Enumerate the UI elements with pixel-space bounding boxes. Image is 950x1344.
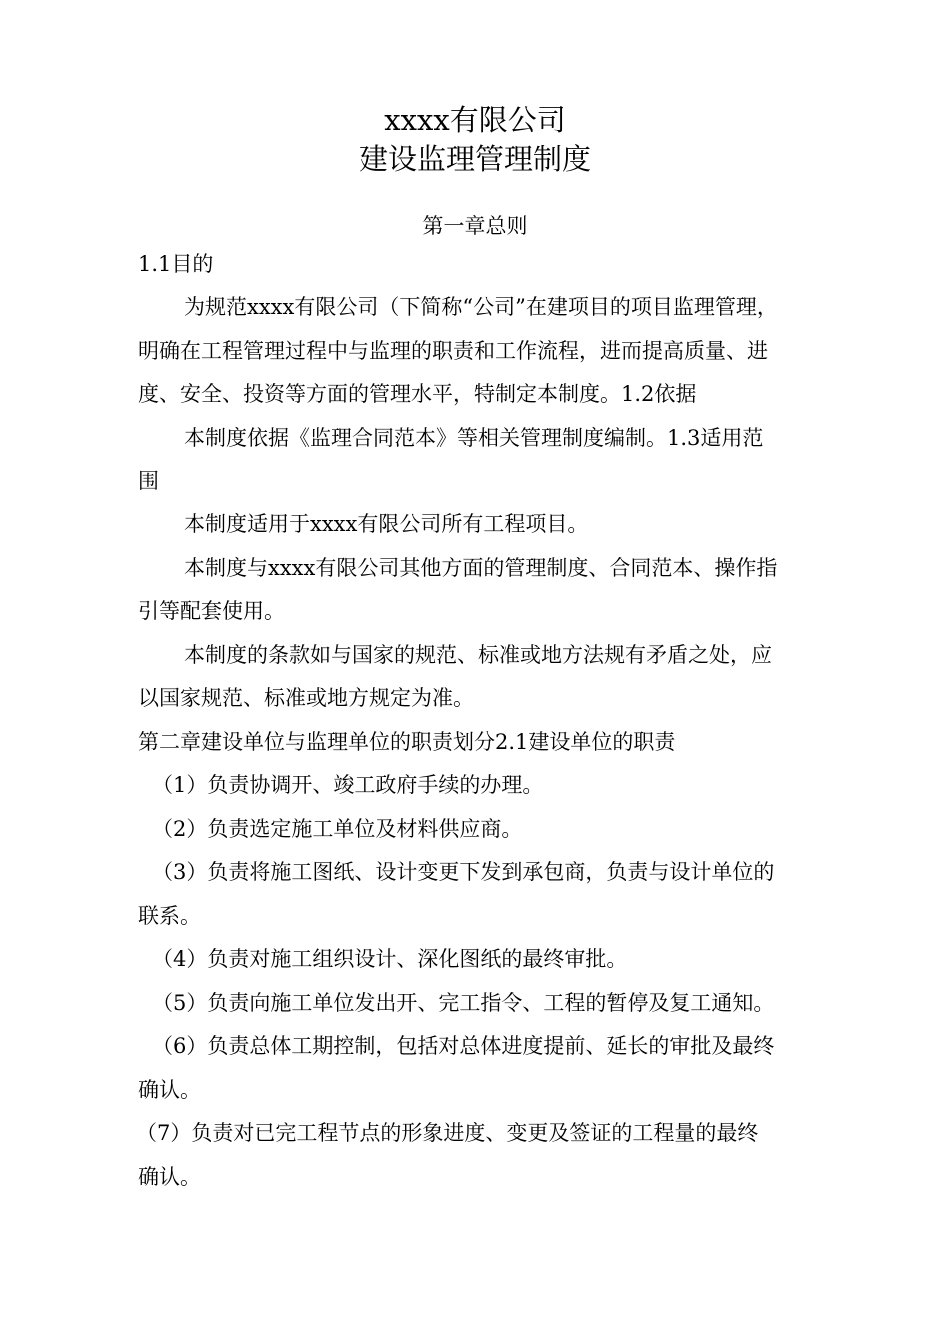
paragraph-line: 本制度依据《监理合同范本》等相关管理制度编制。1.3适用范: [184, 426, 764, 450]
paragraph-line: 本制度适用于xxxx有限公司所有工程项目。: [184, 512, 589, 536]
chapter-1-heading: 第一章总则: [422, 214, 528, 238]
list-item-continuation: 联系。: [138, 904, 201, 928]
list-item: （2）负责选定施工单位及材料供应商。: [152, 817, 523, 841]
chapter-2-heading: 第二章建设单位与监理单位的职责划分2.1建设单位的职责: [138, 730, 676, 754]
paragraph-line: 度、安全、投资等方面的管理水平，特制定本制度。1.2依据: [138, 382, 697, 406]
paragraph-line: 围: [138, 469, 159, 493]
list-item: （5）负责向施工单位发出开、完工指令、工程的暂停及复工通知。: [152, 991, 775, 1015]
paragraph-line: 本制度的条款如与国家的规范、标准或地方法规有矛盾之处，应: [184, 643, 772, 667]
paragraph-line: 引等配套使用。: [138, 599, 285, 623]
list-item: （7）负责对已完工程节点的形象进度、变更及签证的工程量的最终: [136, 1121, 759, 1145]
document-title-company: xxxx有限公司: [384, 103, 566, 137]
list-item-continuation: 确认。: [138, 1078, 201, 1102]
list-item: （6）负责总体工期控制，包括对总体进度提前、延长的审批及最终: [152, 1034, 775, 1058]
paragraph-line: 明确在工程管理过程中与监理的职责和工作流程，进而提高质量、进: [138, 339, 768, 363]
list-item: （4）负责对施工组织设计、深化图纸的最终审批。: [152, 947, 628, 971]
paragraph-line: 为规范xxxx有限公司（下简称“公司”在建项目的项目监理管理，: [184, 295, 778, 319]
list-item: （1）负责协调开、竣工政府手续的办理。: [152, 773, 544, 797]
section-1-1-heading: 1.1目的: [138, 252, 214, 276]
list-item: （3）负责将施工图纸、设计变更下发到承包商，负责与设计单位的: [152, 860, 775, 884]
paragraph-line: 本制度与xxxx有限公司其他方面的管理制度、合同范本、操作指: [184, 556, 778, 580]
document-title-main: 建设监理管理制度: [358, 142, 591, 176]
list-item-continuation: 确认。: [138, 1165, 201, 1189]
paragraph-line: 以国家规范、标准或地方规定为准。: [138, 686, 474, 710]
